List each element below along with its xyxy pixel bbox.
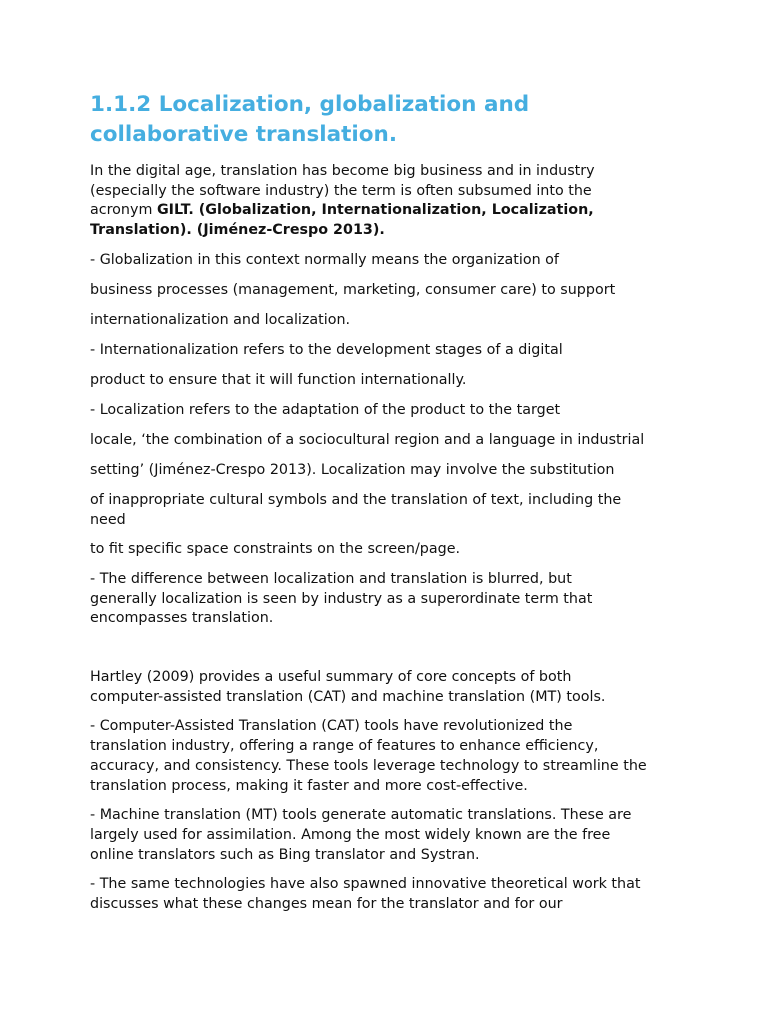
hartley-paragraph xyxy=(90,668,690,707)
paragraph-line: - Globalization in this context normally means the organization of xyxy=(90,251,559,268)
cat-line-3: accuracy, and consistency. These tools leverage technology to streamline the xyxy=(90,757,647,774)
heading-line-2: collaborative translation. xyxy=(90,122,398,147)
same-paragraph xyxy=(90,875,690,914)
blank-line xyxy=(90,639,690,668)
cat-line-2: translation industry, offering a range of features to enhance efficiency, xyxy=(90,738,599,755)
paragraph-line: business processes (management, marketing, consumer care) to support xyxy=(90,281,616,298)
mt-line-1: - Machine translation (MT) tools generate automatic translations. These are xyxy=(90,807,632,824)
gilt-acronym: GILT. (Globalization, Internationalization, Localization, xyxy=(156,202,594,219)
cat-line-4: translation process, making it faster and more cost-effective. xyxy=(90,777,528,794)
same-line-2: discusses what these changes mean for the translator and for our xyxy=(90,896,563,913)
intro-line-3: acronym xyxy=(90,202,157,219)
paragraph-line: setting’ (Jiménez-Crespo 2013). Localization may involve the substitution xyxy=(90,461,615,478)
mt-line-2: largely used for assimilation. Among the most widely known are the free xyxy=(90,826,611,843)
fit-paragraph: to fit specific space constraints on the screen/page. xyxy=(90,541,461,558)
cat-paragraph xyxy=(90,717,690,796)
intro-line-2: (especially the software industry) the term is often subsumed into the xyxy=(90,182,592,199)
difference-line-3: encompasses translation. xyxy=(90,610,274,627)
inappropriate-paragraph xyxy=(90,491,690,530)
paragraph-line: locale, ‘the combination of a sociocultural region and a language in industrial xyxy=(90,431,645,448)
paragraph-line: - Internationalization refers to the development stages of a digital xyxy=(90,341,563,358)
inappropriate-line-1: of inappropriate cultural symbols and the translation of text, including the xyxy=(90,491,622,508)
hartley-line-1: Hartley (2009) provides a useful summary of core concepts of both xyxy=(90,669,572,686)
same-line-1: - The same technologies have also spawned innovative theoretical work that xyxy=(90,876,641,893)
mt-line-3: online translators such as Bing translator and Systran. xyxy=(90,846,480,863)
intro-line-1: In the digital age, translation has become big business and in industry xyxy=(90,163,595,179)
inappropriate-line-2: need xyxy=(90,511,126,528)
section-heading xyxy=(90,90,690,150)
difference-line-2: generally localization is seen by industry as a superordinate term that xyxy=(90,590,593,607)
gilt-citation: Translation). (Jiménez-Crespo 2013). xyxy=(90,222,385,239)
difference-paragraph xyxy=(90,570,690,629)
document-body xyxy=(90,90,690,925)
mt-paragraph xyxy=(90,806,690,865)
paragraph-line: - Localization refers to the adaptation of the product to the target xyxy=(90,401,561,418)
difference-line-1: - The difference between localization and translation is blurred, but xyxy=(90,570,572,587)
hartley-line-2: computer-assisted translation (CAT) and machine translation (MT) tools. xyxy=(90,688,606,705)
cat-line-1: - Computer-Assisted Translation (CAT) tools have revolutionized the xyxy=(90,718,573,735)
intro-paragraph xyxy=(90,162,690,241)
paragraph-line: internationalization and localization. xyxy=(90,311,351,328)
paragraph-line: product to ensure that it will function internationally. xyxy=(90,371,467,388)
heading-line-1: 1.1.2 Localization, globalization and xyxy=(90,92,530,117)
